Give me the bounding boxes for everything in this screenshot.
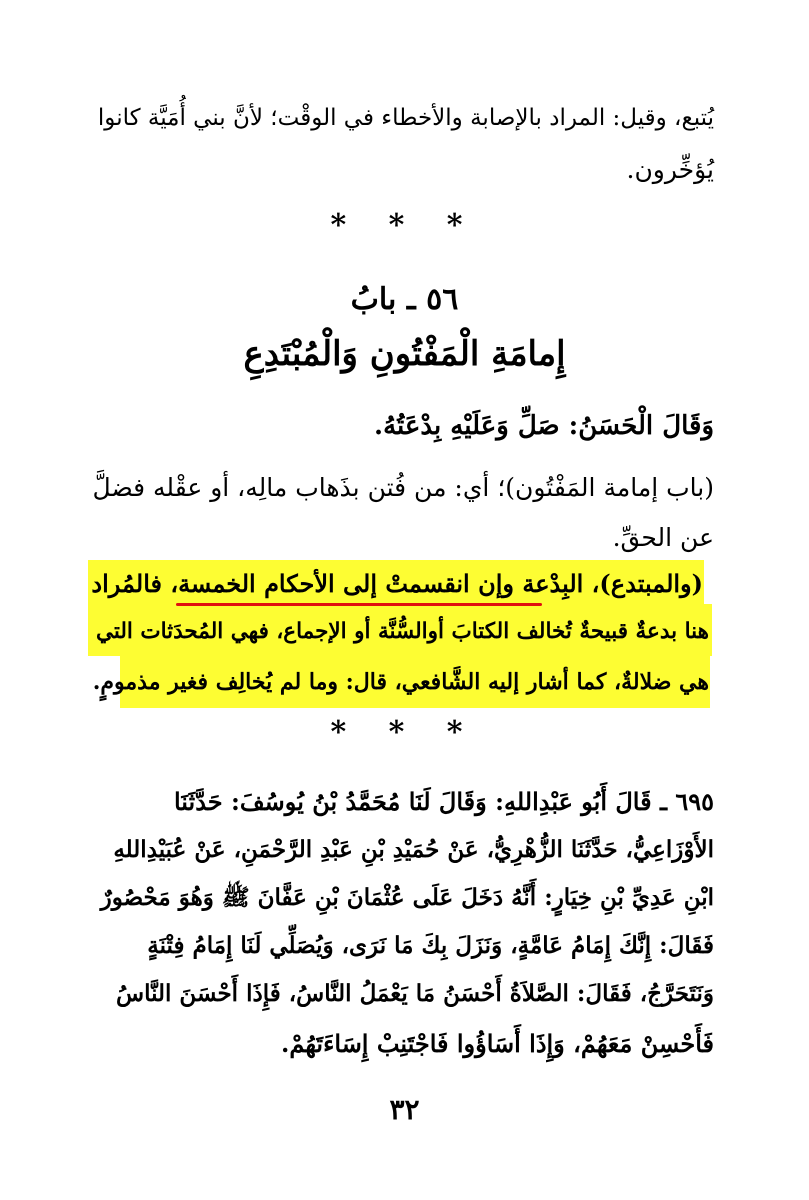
highlight-line-2: هنا بدعةٌ قبيحةٌ تُخالف الكتابَ أوالسُّنَّة أو الإجماع، فهي المُحدَثات التي [95,619,709,644]
hadith-line-2: الأَوْزَاعِيُّ، حَدَّثَنَا الزُّهْرِيُّ، عَنْ حُمَيْدِ بْنِ عَبْدِ الرَّحْمَنِ، عَنْ عُبَيْدِاللهِ [113,836,714,863]
highlight-line-1: (والمبتدع)، البِدْعة وإن انقسمتْ إلى الأحكام الخمسة، فالمُراد [91,569,703,598]
separator-stars: * * * [330,208,479,243]
chapter-title: إِمامَةِ الْمَفْتُونِ وَالْمُبْتَدِعِ [243,334,566,374]
commentary-line-2: عن الحقِّ. [612,523,714,552]
hadith-line-4: فَقَالَ: إِنَّكَ إِمَامُ عَامَّةٍ، وَنَزَلَ بِكَ مَا نَرَى، وَيُصَلِّي لَنَا إِمَامُ فِتْنَةٍ [147,932,714,959]
chapter-number: ٥٦ ـ بابُ [350,282,459,317]
hasan-quote: وَقَالَ الْحَسَنُ: صَلِّ وَعَلَيْهِ بِدْعَتُهُ. [374,411,714,441]
highlight-line-3: هي ضلالةٌ، كما أشار إليه الشَّافعي، قال: وما لم يُخالِف فغير مذمومٍ. [92,669,709,695]
intro-line-1: يُتبع، وقيل: المراد بالإصابة والأخطاء في الوقْت؛ لأنَّ بني أُمَيَّة كانوا [97,105,714,131]
separator-stars-2: * * * [330,715,479,750]
commentary-line-1: (باب إمامة المَفْتُون)؛ أي: من فُتن بذَهاب مالِه، أو عقْله فضلَّ [92,473,714,502]
page-number: ٣٢ [389,1093,420,1126]
hadith-line-5: وَنَتَحَرَّجُ، فَقَالَ: الصَّلاَةُ أَحْسَنُ مَا يَعْمَلُ النَّاسُ، فَإِذَا أَحْسَنَ النَّاسُ [116,980,714,1007]
hadith-line-6: فَأَحْسِنْ مَعَهُمْ، وَإِذَا أَسَاؤُوا فَاجْتَنِبْ إِسَاءَتَهُمْ. [281,1029,714,1058]
hadith-line-1: ٦٩٥ ـ قَالَ أَبُو عَبْدِاللهِ: وَقَالَ لَنَا مُحَمَّدُ بْنُ يُوسُفَ: حَدَّثَنَا [173,787,714,816]
hadith-line-3: ابْنِ عَدِيِّ بْنِ خِيَارٍ: أَنَّهُ دَخَلَ عَلَى عُثْمَانَ بْنِ عَفَّانَ ﷺ وَهُوَ مَحْصُورٌ [100,884,714,911]
red-underline [176,603,542,606]
intro-line-2: يُؤخِّرون. [626,155,714,184]
